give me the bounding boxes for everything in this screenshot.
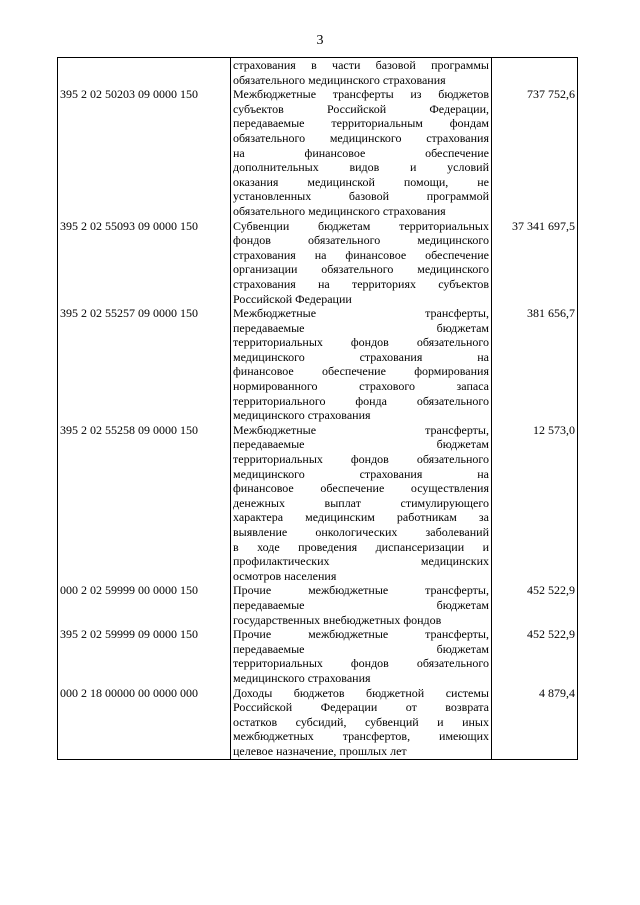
description-line: страхования в части базовой программы	[233, 58, 489, 72]
table-row	[58, 627, 578, 685]
budget-classification-code: 395 2 02 50203 09 0000 150	[58, 87, 231, 218]
table-row	[58, 219, 578, 307]
revenue-description	[231, 58, 492, 88]
description-line: передаваемые бюджетам	[233, 641, 489, 656]
description-line: Межбюджетные трансферты,	[233, 306, 489, 321]
description-line: осмотров населения	[233, 568, 337, 583]
description-line: медицинского страхования	[233, 408, 371, 423]
budget-revenue-table	[57, 57, 578, 760]
description-line: финансовое обеспечение осуществления	[233, 481, 489, 496]
description-line: медицинского страхования на	[233, 466, 489, 481]
budget-classification-code	[58, 58, 231, 88]
description-line: территориальных фондов обязательного	[233, 452, 489, 467]
description-line: профилактических медицинских	[233, 554, 489, 569]
description-line: страхования на территориях субъектов	[233, 276, 489, 291]
description-line: на финансовое обеспечение	[233, 145, 489, 160]
amount-value: 452 522,9	[492, 583, 578, 627]
description-line: обязательного медицинского страхования	[233, 203, 446, 218]
description-line: передаваемые территориальным фондам	[233, 116, 489, 131]
budget-classification-code: 395 2 02 55257 09 0000 150	[58, 306, 231, 423]
description-line: территориальных фондов обязательного	[233, 335, 489, 350]
description-line: обязательного медицинского страхования	[233, 130, 489, 145]
description-line: фондов обязательного медицинского	[233, 233, 489, 248]
revenue-description	[231, 583, 492, 627]
page-number: 3	[316, 33, 324, 48]
description-line: территориальных фондов обязательного	[233, 656, 489, 671]
description-line: Российской Федерации от возврата	[233, 700, 489, 715]
revenue-description	[231, 423, 492, 584]
revenue-description	[231, 627, 492, 685]
description-line: государственных внебюджетных фондов	[233, 612, 442, 627]
amount-value	[492, 58, 578, 88]
description-line: целевое назначение, прошлых лет	[233, 743, 407, 758]
description-line: медицинского страхования	[233, 670, 371, 685]
description-line: передаваемые бюджетам	[233, 320, 489, 335]
description-line: Межбюджетные трансферты,	[233, 422, 489, 437]
description-line: в ходе проведения диспансеризации и	[233, 539, 489, 554]
description-line: дополнительных видов и условий	[233, 160, 489, 175]
revenue-description	[231, 686, 492, 759]
table-row	[58, 583, 578, 627]
description-line: Доходы бюджетов бюджетной системы	[233, 685, 489, 700]
amount-value: 452 522,9	[492, 627, 578, 685]
table-row	[58, 686, 578, 759]
amount-value: 37 341 697,5	[492, 219, 578, 307]
amount-value: 4 879,4	[492, 686, 578, 759]
description-line: организации обязательного медицинского	[233, 262, 489, 277]
description-line: характера медицинским работникам за	[233, 510, 489, 525]
description-line: нормированного страхового запаса	[233, 379, 489, 394]
description-line: денежных выплат стимулирующего	[233, 495, 489, 510]
description-line: страхования на финансовое обеспечение	[233, 247, 489, 262]
description-line: медицинского страхования на	[233, 349, 489, 364]
description-line: территориального фонда обязательного	[233, 393, 489, 408]
table-row	[58, 87, 578, 218]
description-line: Российской Федерации	[233, 291, 352, 306]
description-line: Прочие межбюджетные трансферты,	[233, 583, 489, 598]
description-line: установленных базовой программой	[233, 189, 489, 204]
revenue-description	[231, 87, 492, 218]
amount-value: 381 656,7	[492, 306, 578, 423]
revenue-description	[231, 306, 492, 423]
description-line: оказания медицинской помощи, не	[233, 174, 489, 189]
description-line: межбюджетных трансфертов, имеющих	[233, 729, 489, 744]
description-line: передаваемые бюджетам	[233, 437, 489, 452]
budget-classification-code: 000 2 02 59999 00 0000 150	[58, 583, 231, 627]
budget-classification-code: 395 2 02 59999 09 0000 150	[58, 627, 231, 685]
description-line: Субвенции бюджетам территориальных	[233, 218, 489, 233]
table-row	[58, 423, 578, 584]
amount-value: 737 752,6	[492, 87, 578, 218]
description-line: передаваемые бюджетам	[233, 597, 489, 612]
description-line: финансовое обеспечение формирования	[233, 364, 489, 379]
table-row	[58, 306, 578, 423]
budget-classification-code: 395 2 02 55258 09 0000 150	[58, 423, 231, 584]
description-line: Прочие межбюджетные трансферты,	[233, 627, 489, 642]
revenue-description	[231, 219, 492, 307]
description-line: обязательного медицинского страхования	[233, 72, 446, 87]
budget-classification-code: 000 2 18 00000 00 0000 000	[58, 686, 231, 759]
budget-classification-code: 395 2 02 55093 09 0000 150	[58, 219, 231, 307]
description-line: Межбюджетные трансферты из бюджетов	[233, 87, 489, 102]
description-line: остатков субсидий, субвенций и иных	[233, 714, 489, 729]
amount-value: 12 573,0	[492, 423, 578, 584]
table-body	[58, 58, 578, 760]
description-line: субъектов Российской Федерации,	[233, 101, 489, 116]
table-row	[58, 58, 578, 88]
description-line: выявление онкологических заболеваний	[233, 525, 489, 539]
